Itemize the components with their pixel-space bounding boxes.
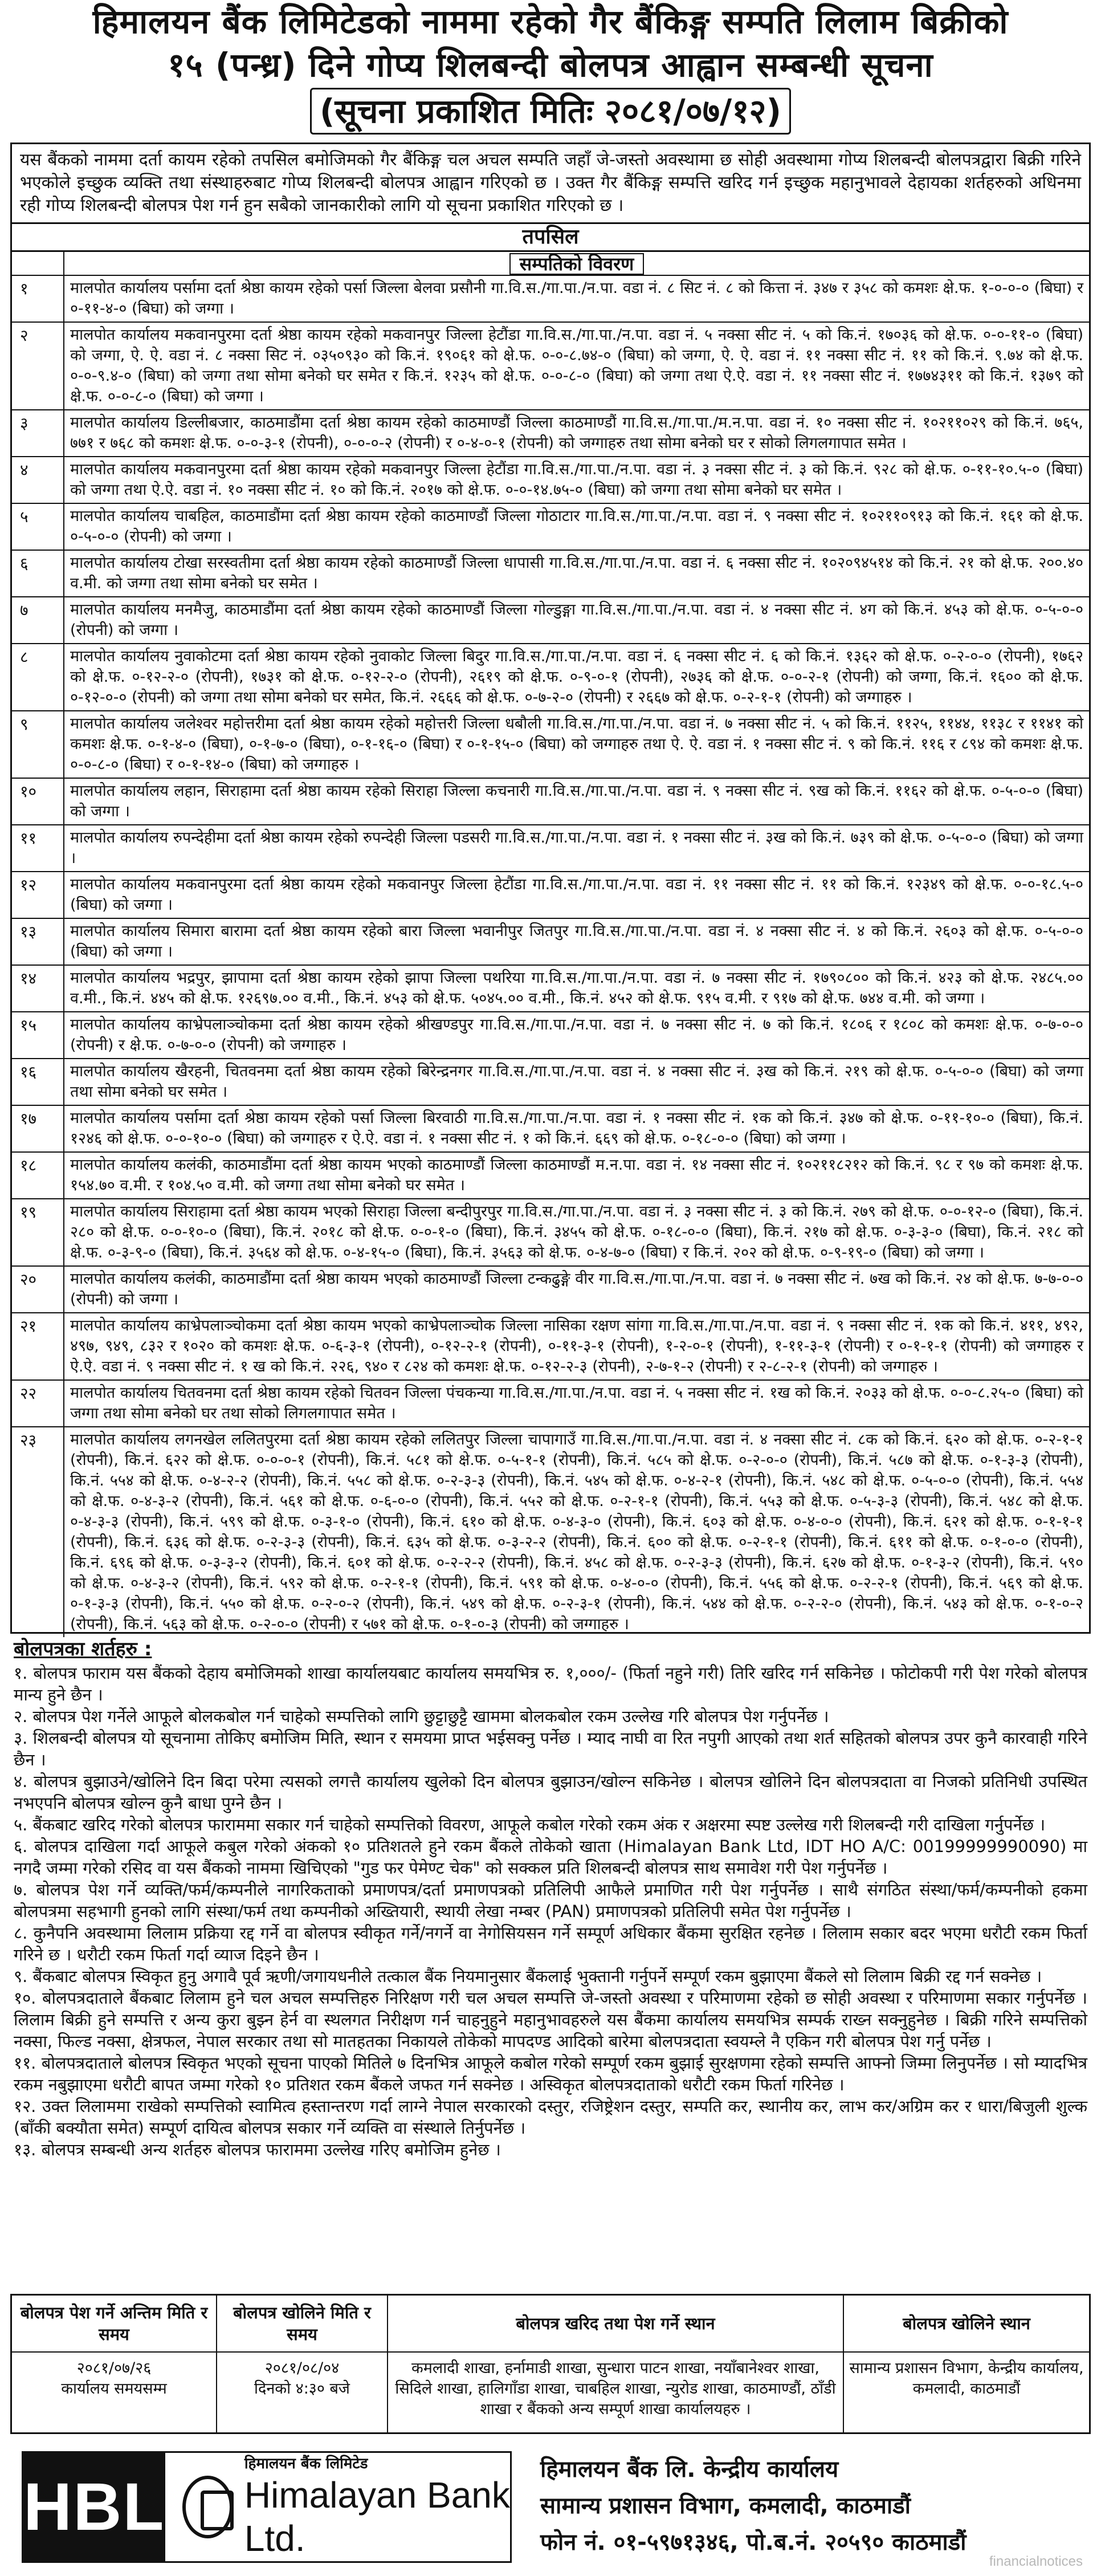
- table-row: [12, 1427, 1089, 1637]
- row-description: मालपोत कार्यालय डिल्लीबजार, काठमाडौंमा दर्ता श्रेष्ठा कायम रहेको काठमाण्डौं जिल्ला काठमाण्डौं गा.वि.स./गा.पा./म.न.पा. वडा नं. १० नक्सा सीट नं. १०२११०२९ को कि.नं. ७६५, ७७१ र ७६८ को कमशः क्षे.फ. ०-०-३-१ (रोपनी), ०-०-०-२ (रोपनी) र ०-४-०-१ (रोपनी) को जग्गाहरु तथा सोमा बनेको घर र सोको लिगलगापात समेत ।: [70, 414, 1083, 452]
- row-serial: ९: [12, 711, 64, 778]
- row-serial: १३: [12, 919, 64, 965]
- row-serial: २२: [12, 1381, 64, 1426]
- office-address: [540, 2451, 1087, 2561]
- condition-item: १३. बोलपत्र सम्बन्धी अन्य शर्तहरु बोलपत्र फाराममा उल्लेख गरिए बमोजिम हुनेछ ।: [14, 2140, 501, 2159]
- row-serial: १९: [12, 1199, 64, 1265]
- row-serial: ३: [12, 410, 64, 456]
- row-serial: २३: [12, 1427, 64, 1637]
- row-description: मालपोत कार्यालय काभ्रेपलाञ्चोकमा दर्ता श्रेष्ठा कायम भएको काभ्रेपलाञ्चोक जिल्ला नासिका रक्षण सांगा गा.वि.स./गा.पा./न.पा. वडा नं. ९ नक्सा सीट नं. १क को कि.नं. ४११, ४९२, ४९७, ९४९, ८३२ र १०२० को कमशः क्षे.फ. ०-६-३-१ (रोपनी), ०-१२-२-१ (रोपनी), ०-११-३-१ (रोपनी), १-२-०-१ (रोपनी), १-११-३-१ (रोपनी) र ०-१-१-१ (रोपनी) को जग्गाहरु र ऐ.ऐ. वडा नं. ९ नक्सा सीट नं. १ ख को कि.नं. २२६, ९४० र ८२४ को कमशः क्षे.फ. ०-१२-२-३ (रोपनी), २-७-१-२ (रोपनी) र २-८-२-१ (रोपनी) को जग्गाहरु ।: [70, 1317, 1083, 1376]
- condition-item: ६. बोलपत्र दाखिला गर्दा आफूले कबुल गरेको अंकको १० प्रतिशतले हुने रकम बैंकले तोकेको खाता (Himalayan Bank Ltd, IDT HO A/C: 00199999990090) मा नगदै जम्मा गरेको रसिद वा यस बैंकको नाममा खिचिएको "गुड फर पेमेण्ट चेक" को सक्कल प्रति शिलबन्दी बोलपत्र साथ समावेश गरी पेश गर्नुपर्नेछ ।: [14, 1837, 1087, 1878]
- condition-item: ३. शिलबन्दी बोलपत्र यो सूचनामा तोकिए बमोजिम मिति, स्थान र समयमा प्राप्त भईसक्नु पर्नेछ । म्याद नाघी वा रित नपुगी आएको तथा शर्त सहितको बोलपत्र उपर कुनै कारवाही गरिने छैन ।: [14, 1728, 1087, 1769]
- notice-title-line-2: १५ (पन्ध्र) दिने गोप्य शिलबन्दी बोलपत्र आह्वान सम्बन्धी सूचना: [168, 46, 933, 84]
- row-description: मालपोत कार्यालय मनमैजु, काठमाडौंमा दर्ता श्रेष्ठा कायम रहेको काठमाण्डौं जिल्ला गोल्डुङ्गा गा.वि.स./गा.पा./न.पा. वडा नं. ४ नक्सा सीट नं. ४ग को कि.नं. ४५३ को क्षे.फ. ०-५-०-० (रोपनी) को जग्गा ।: [70, 601, 1083, 639]
- condition-item: ५. बैंकबाट खरिद गरेको बोलपत्र फाराममा सकार गर्न चाहेको सम्पत्तिको विवरण, आफूले कबोल गरेको रकम अंक र अक्षरमा स्पष्ट उल्लेख गरी शिलबन्दी गरी दाखिला गर्नुपर्नेछ ।: [14, 1815, 1046, 1834]
- table-row: [12, 1313, 1089, 1381]
- row-description: मालपोत कार्यालय भद्रपुर, झापामा दर्ता श्रेष्ठा कायम रहेको झापा जिल्ला पथरिया गा.वि.स./गा.पा./न.पा. वडा नं. ७ नक्सा सीट नं. १७९०८०० को कि.नं. ४२३ को क्षे.फ. २४८५.०० व.मी., कि.नं. ४४५ को क्षे.फ. १२६९७.०० व.मी., कि.नं. ४५३ को क्षे.फ. ५०४५.०० व.मी., कि.नं. ४५२ को क्षे.फ. ९१५ व.मी. र ९१७ को क्षे.फ. ७४४ व.मी. को जग्गा ।: [70, 969, 1083, 1007]
- schedule-title: तपसिल: [10, 222, 1091, 252]
- property-rows: [12, 276, 1089, 1637]
- table-row: [12, 1012, 1089, 1059]
- row-description: मालपोत कार्यालय मकवानपुरमा दर्ता श्रेष्ठा कायम रहेको मकवानपुर जिल्ला हेटौंडा गा.वि.स./गा.पा./न.पा. वडा नं. ११ नक्सा सीट नं. ११ को कि.नं. १२३४९ को क्षे.फ. ०-०-१८.५-० (बिघा) को जग्गा ।: [70, 876, 1083, 914]
- row-description: मालपोत कार्यालय कलंकी, काठमाडौंमा दर्ता श्रेष्ठा कायम भएको काठमाण्डौं जिल्ला टन्कढुङ्गे वीर गा.वि.स./गा.पा./न.पा. वडा नं. ७ नक्सा सीट नं. ७ख को कि.नं. २४ को क्षे.फ. ७-७-०-० (रोपनी) को जग्गा ।: [70, 1270, 1083, 1308]
- row-serial: २: [12, 323, 64, 409]
- conditions-title: बोलपत्रका शर्तहरु :: [14, 1638, 152, 1661]
- row-serial: ६: [12, 551, 64, 596]
- row-serial: १७: [12, 1106, 64, 1151]
- row-serial: ११: [12, 825, 64, 871]
- bank-names: [244, 2454, 510, 2560]
- props-header-label: सम्पतिको विवरण: [509, 253, 645, 275]
- row-description: मालपोत कार्यालय चितवनमा दर्ता श्रेष्ठा कायम रहेको चितवन जिल्ला पंचकन्या गा.वि.स./गा.पा./न.पा. वडा नं. ५ नक्सा सीट नं. १ख को कि.नं. २०३३ को क्षे.फ. ०-०-८.२५-० (बिघा) को जग्गा तथा सोमा बनेको घर तथा सोको लिगलगापात समेत ।: [70, 1384, 1083, 1422]
- row-description: मालपोत कार्यालय कलंकी, काठमाडौंमा दर्ता श्रेष्ठा कायम भएको काठमाण्डौं जिल्ला काठमाण्डौं म.न.पा. वडा नं. १४ नक्सा सीट नं. १०२११८२१२ को कि.नं. ९८ र ९७ को कमशः क्षे.फ. १५४.७० व.मी. र १०४.५० व.मी. को जग्गा तथा सोमा बनेको घर समेत ।: [70, 1156, 1083, 1194]
- table-row: [12, 644, 1089, 711]
- row-description: मालपोत कार्यालय मकवानपुरमा दर्ता श्रेष्ठा कायम रहेको मकवानपुर जिल्ला हेटौंडा गा.वि.स./गा.पा./न.पा. वडा नं. ५ नक्सा सीट नं. ५ को कि.नं. १७०३६ को क्षे.फ. ०-०-११-० (बिघा) को जग्गा, ऐ. ऐ. वडा नं. ८ नक्सा सिट नं. ०३५०९३० को कि.नं. १९०६१ को क्षे.फ. ०-०-८.७४-० (बिघा) को जग्गा, ऐ. ऐ. वडा नं. ११ नक्सा सीट नं. ११ को कि.नं. ९.७४ को क्षे.फ. ०-०-९.४-० (बिघा) को जग्गा तथा सोमा बनेको घर समेत र कि.नं. १२३५ को क्षे.फ. ०-०-८-० (बिघा) को जग्गा तथा ऐ.ऐ. वडा नं. ११ नक्सा सीट नं. १७७४३११ को कि.नं. १३७९ को क्षे.फ. ०-०-८-० (बिघा) को जग्गा ।: [70, 326, 1083, 405]
- table-row: [12, 825, 1089, 872]
- row-description: मालपोत कार्यालय पर्सामा दर्ता श्रेष्ठा कायम रहेको पर्सा जिल्ला बिरवाठी गा.वि.स./गा.पा./न.पा. वडा नं. १ नक्सा सीट नं. १क को कि.नं. ३४७ को क्षे.फ. ०-११-१०-० (बिघा), कि.नं. १२४६ को क्षे.फ. ०-०-१०-० (बिघा) को जग्गाहरु र ऐ.ऐ. वडा नं. १ नक्सा सीट नं. १ को कि.नं. ६६९ को क्षे.फ. ०-१८-०-० (बिघा) को जग्गा ।: [70, 1109, 1083, 1147]
- row-description: मालपोत कार्यालय खैरहनी, चितवनमा दर्ता श्रेष्ठा कायम रहेको बिरेन्द्रनगर गा.वि.स./गा.पा./न.पा. वडा नं. ४ नक्सा सीट नं. ३ख को कि.नं. २१९ को क्षे.फ. ०-५-०-० (बिघा) को जग्गा तथा सोमा बनेको घर समेत ।: [70, 1063, 1083, 1101]
- row-serial: ४: [12, 457, 64, 503]
- office-line-3: फोन नं. ०१-५९७१३४६, पो.ब.नं. २०५९० काठमाडौं: [540, 2529, 967, 2555]
- purchase-location-column: [388, 2296, 844, 2432]
- row-serial: २१: [12, 1313, 64, 1379]
- table-row: [12, 711, 1089, 779]
- serial-column-header: [12, 252, 64, 275]
- bank-emblem-icon: [182, 2476, 233, 2538]
- bank-name-english: Himalayan Bank Ltd.: [244, 2475, 510, 2559]
- row-description: मालपोत कार्यालय नुवाकोटमा दर्ता श्रेष्ठा कायम रहेको नुवाकोट जिल्ला बिदुर गा.वि.स./गा.पा./न.पा. वडा नं. ६ नक्सा सीट नं. ६ को कि.नं. १३६२ को क्षे.फ. ०-२-०-० (रोपनी), १७६२ को क्षे.फ. ०-१२-२-० (रोपनी), १७३१ को क्षे.फ. ०-१२-२-० (रोपनी), २६१९ को क्षे.फ. ०-९-०-१ (रोपनी), २७३६ को क्षे.फ. ०-०-२-१ (रोपनी) को जग्गा, कि.नं. १६०० को क्षे.फ. ०-१२-०-० (रोपनी) को जग्गा तथा सोमा बनेको घर समेत, कि.नं. २६६६ को क्षे.फ. ०-७-२-० (रोपनी) र २६६७ को क्षे.फ. ०-२-१-१ (रोपनी) को जग्गाहरु ।: [70, 648, 1083, 706]
- publication-date: (सूचना प्रकाशित मितिः २०८१/०७/१२): [310, 88, 791, 135]
- table-row: [12, 597, 1089, 644]
- condition-item: ४. बोलपत्र बुझाउने/खोलिने दिन बिदा परेमा त्यसको लगत्तै कार्यालय खुलेको दिन बोलपत्र बुझाउन/खोल्न सकिनेछ । बोलपत्र खोलिने दिन बोलपत्रदाता वा निजको प्रतिनिधी उपस्थित नभएपनि बोलपत्र खोल्न कुनै बाधा पुग्ने छैन ।: [14, 1772, 1087, 1813]
- row-serial: ८: [12, 644, 64, 710]
- row-serial: १: [12, 276, 64, 322]
- condition-item: १०. बोलपत्रदाताले बैंकबाट लिलाम हुने चल अचल सम्पत्तिहरु निरिक्षण गरी चल अचल सम्पत्ति जे-जस्तो अवस्था र परिमाणमा रहेको छ सोही अवस्था र परिमाणमा सकार गर्नुपर्नेछ । लिलाम बिक्री हुने सम्पत्ति र अन्य कुरा बुझ्न हेर्न वा स्थलगत निरीक्षण गर्न चाहनुहुने महानुभावहरुले यस बैंकमा कार्यालय समयभित्र सम्पर्क राख्न सक्नुहुनेछ । बिक्री गरिने सम्पत्तिको नक्सा, फिल्ड नक्सा, क्षेत्रफल, नेपाल सरकार तथा सो मातहतका निकायले तोकेको मापदण्ड आदिको बारेमा बोलपत्रदाता स्वयम्ले नै एकिन गरी बोलपत्र पेश गर्नु पर्नेछ ।: [14, 1988, 1087, 2051]
- deadline-column: [12, 2296, 217, 2432]
- opening-location-header: बोलपत्र खोलिने स्थान: [844, 2296, 1089, 2353]
- opening-column: [217, 2296, 388, 2432]
- table-row: [12, 919, 1089, 966]
- table-row: [12, 1106, 1089, 1153]
- conditions-list: [14, 1662, 1087, 2160]
- deadline-value: २०८१/०७/२६ कार्यालय समयसम्म: [61, 2359, 167, 2398]
- source-watermark: financialnotices: [989, 2554, 1083, 2569]
- row-serial: १८: [12, 1153, 64, 1198]
- row-serial: २०: [12, 1267, 64, 1312]
- purchase-location-value: कमलादी शाखा, हर्नामाडी शाखा, सुन्धारा पाटन शाखा, नयाँबानेश्वर शाखा, सिदिले शाखा, हालिगाँडा शाखा, चाबहिल शाखा, न्युरोड शाखा, काठमाण्डौं, ठाँडी शाखा र बैंकको अन्य सम्पूर्ण शाखा कार्यालयहरु ।: [395, 2359, 836, 2418]
- row-serial: १६: [12, 1059, 64, 1105]
- condition-item: ११. बोलपत्रदाताले बोलपत्र स्विकृत भएको सूचना पाएको मितिले ७ दिनभित्र आफूले कबोल गरेको सम्पूर्ण रकम बुझाई सुरक्षणमा रहेको सम्पत्ति आफ्नो जिम्मा लिनुपर्नेछ । सो म्यादभित्र रकम नबुझाएमा धरौटी बापत जम्मा गरेको १० प्रतिशत रकम बैंकले जफत गर्न सक्नेछ । अस्विकृत बोलपत्रदाताको धरौटी रकम फिर्ता गरिनेछ ।: [14, 2053, 1087, 2094]
- table-row: [12, 1381, 1089, 1427]
- row-description: मालपोत कार्यालय जलेश्वर महोत्तरीमा दर्ता श्रेष्ठा कायम रहेको महोत्तरी जिल्ला धबौली गा.वि.स./गा.पा./न.पा. वडा नं. ७ नक्सा सीट नं. ५ को कि.नं. ११२५, ११४४, ११३८ र ११४१ को कमशः क्षे.फ. ०-१-४-० (बिघा), ०-१-७-० (बिघा), ०-१-१६-० (बिघा) र ०-१-१५-० (बिघा) को जग्गाहरु तथा ऐ. ऐ. वडा नं. १ नक्सा सीट नं. ९ को कि.नं. ११६ र ८९४ को कमशः क्षे.फ. ०-०-८-० (बिघा) र ०-१-१४-० (बिघा) को जग्गाहरु ।: [70, 715, 1083, 774]
- conditions-section: [10, 1636, 1091, 2292]
- row-description: मालपोत कार्यालय लगनखेल ललितपुरमा दर्ता श्रेष्ठा कायम रहेको ललितपुर जिल्ला चापागाउँ गा.वि.स./गा.पा./न.पा. वडा नं. ४ नक्सा सीट नं. ८क को कि.नं. ६२० को क्षे.फ. ०-२-१-१ (रोपनी), कि.नं. ६२२ को क्षे.फ. ०-०-०-१ (रोपनी), कि.नं. ५८१ को क्षे.फ. ०-५-१-१ (रोपनी), कि.नं. ५८५ को क्षे.फ. ०-२-०-० (रोपनी), कि.नं. ५८७ को क्षे.फ. ०-१-३-३ (रोपनी), कि.नं. ५५४ को क्षे.फ. ०-४-२-२ (रोपनी), कि.नं. ५५८ को क्षे.फ. ०-२-३-३ (रोपनी), कि.नं. ५४५ को क्षे.फ. ०-४-२-१ (रोपनी), कि.नं. ५४८ को क्षे.फ. ०-५-०-० (रोपनी), कि.नं. ५५४ को क्षे.फ. ०-४-३-२ (रोपनी), कि.नं. ५६१ को क्षे.फ. ०-६-०-० (रोपनी), कि.नं. ५५२ को क्षे.फ. ०-२-१-१ (रोपनी), कि.नं. ५५३ को क्षे.फ. ०-५-३-३ (रोपनी), कि.नं. ५४८ को क्षे.फ. ०-४-३-३ (रोपनी), कि.नं. ५९९ को क्षे.फ. ०-३-१-० (रोपनी), कि.नं. ६१० को क्षे.फ. ०-४-३-० (रोपनी), कि.नं. ६०३ को क्षे.फ. ०-४-०-० (रोपनी), कि.नं. ६२१ को क्षे.फ. ०-१-१-१ (रोपनी), कि.नं. ६३६ को क्षे.फ. ०-२-३-३ (रोपनी), कि.नं. ६३५ को क्षे.फ. ०-३-२-२ (रोपनी), कि.नं. ६०० को क्षे.फ. ०-२-१-१ (रोपनी), कि.नं. ६११ को क्षे.फ. ०-१-०-० (रोपनी), कि.नं. ६९६ को क्षे.फ. ०-३-३-२ (रोपनी), कि.नं. ६०१ को क्षे.फ. ०-२-२-२ (रोपनी), कि.नं. ४५८ को क्षे.फ. ०-२-३-३ (रोपनी), कि.नं. ६२७ को क्षे.फ. ०-१-३-२ (रोपनी), कि.नं. ५९० को क्षे.फ. ०-४-३-२ (रोपनी), कि.नं. ५९२ को क्षे.फ. ०-२-१-१ (रोपनी), कि.नं. ५९१ को क्षे.फ. ०-४-०-० (रोपनी), कि.नं. ५५६ को क्षे.फ. ०-२-२-१ (रोपनी), कि.नं. ५६९ को क्षे.फ. ०-१-३-३ (रोपनी), कि.नं. ५५० को क्षे.फ. ०-२-०-२ (रोपनी), कि.नं. ५४९ को क्षे.फ. ०-२-३-१ (रोपनी), कि.नं. ५४४ को क्षे.फ. ०-२-२-० (रोपनी), कि.नं. ५४३ को क्षे.फ. ०-१-०-२ (रोपनी), कि.नं. ५६३ को क्षे.फ. ०-२-०-० (रोपनी) र ५७१ को क्षे.फ. ०-१-०-३ (रोपनी) को जग्गाहरु ।: [70, 1431, 1083, 1633]
- bank-logo: [22, 2451, 512, 2563]
- table-row: [12, 966, 1089, 1012]
- condition-item: १२. उक्त लिलाममा राखेको सम्पत्तिको स्वामित्व हस्तान्तरण गर्दा लाग्ने नेपाल सरकारको दस्तुर, रजिष्ट्रेशन दस्तुर, सम्पति कर, स्थानीय कर, लाभ कर/अग्रिम कर र धारा/बिजुली शुल्क (बाँकी बक्यौता समेत) सम्पूर्ण दायित्व बोलपत्र सकार गर्ने व्यक्ति वा संस्थाले तिर्नुपर्नेछ ।: [14, 2097, 1088, 2138]
- intro-paragraph: यस बैंकको नाममा दर्ता कायम रहेको तपसिल बमोजिमको गैर बैंकिङ्ग चल अचल सम्पति जहाँ जे-जस्तो अवस्थामा छ सोही अवस्थामा गोप्य शिलबन्दी बोलपत्रद्वारा बिक्री गरिने भएकोले इच्छुक व्यक्ति तथा संस्थाहरुबाट गोप्य शिलबन्दी बोलपत्र आह्वान गरिएको छ । उक्त गैर बैंकिङ्ग सम्पत्ति खरिद गर्न इच्छुक महानुभावले देहायका शर्तहरुको अधिनमा रही गोप्य शिलबन्दी बोलपत्र पेश गर्न हुन सबैको जानकारीको लागि यो सूचना प्रकाशित गरिएको छ ।: [10, 143, 1091, 222]
- row-description: मालपोत कार्यालय काभ्रेपलाञ्चोकमा दर्ता श्रेष्ठा कायम रहेको श्रीखण्डपुर गा.वि.स./गा.पा./न.पा. वडा नं. ७ नक्सा सीट नं. ७ को कि.नं. १८०६ र १८०८ को कमशः क्षे.फ. ०-७-०-० (रोपनी) र क्षे.फ. ०-७-०-० (रोपनी) को जग्गाहरु ।: [70, 1016, 1083, 1054]
- row-description: मालपोत कार्यालय टोखा सरस्वतीमा दर्ता श्रेष्ठा कायम रहेको काठमाण्डौं जिल्ला धापासी गा.वि.स./गा.पा./न.पा. वडा नं. ६ नक्सा सीट नं. १०२०९४५१४ को कि.नं. २१ को क्षे.फ. २००.४० व.मी. को जग्गा तथा सोमा बनेको घर समेत ।: [70, 554, 1083, 592]
- property-table-header: [12, 252, 1089, 276]
- condition-item: ९. बैंकबाट बोलपत्र स्विकृत हुनु अगावै पूर्व ऋणी/जगायधनीले तत्काल बैंक नियमानुसार बैंकलाई भुक्तानी गर्नुपर्ने सम्पूर्ण रकम बुझाएमा बैंकले सो लिलाम बिक्री रद्द गर्न सक्नेछ ।: [14, 1967, 1042, 1986]
- opening-value: २०८१/०८/०४ दिनको ४:३० बजे: [254, 2359, 350, 2398]
- table-row: [12, 410, 1089, 457]
- table-row: [12, 504, 1089, 551]
- condition-item: २. बोलपत्र पेश गर्नेले आफूले बोलकबोल गर्न चाहेको सम्पत्तिको लागि छुट्टाछुट्टै खाममा बोलकबोल रकम उल्लेख गरि बोलपत्र पेश गर्नुपर्नेछ ।: [14, 1707, 829, 1726]
- row-description: मालपोत कार्यालय लहान, सिराहामा दर्ता श्रेष्ठा कायम रहेको सिराहा जिल्ला कचनारी गा.वि.स./गा.पा./न.पा. वडा नं. ९ नक्सा सीट नं. ९ख को कि.नं. ११६२ को क्षे.फ. ०-५-०-० (बिघा) को जग्गा ।: [70, 782, 1083, 820]
- purchase-location-header: बोलपत्र खरिद तथा पेश गर्ने स्थान: [388, 2296, 843, 2353]
- condition-item: ८. कुनैपनि अवस्थामा लिलाम प्रक्रिया रद्द गर्ने वा बोलपत्र स्वीकृत गर्ने/नगर्ने वा नेगोसियसन गर्ने सम्पूर्ण अधिकार बैंकमा सुरक्षित रहनेछ । लिलाम सकार बदर भएमा धरौटी रकम फिर्ता गरिने छ । धरौटी रकम फिर्ता गर्दा व्याज दिइने छैन ।: [14, 1923, 1087, 1964]
- schedule-table: [10, 2294, 1091, 2434]
- notice-footer: [10, 2440, 1091, 2571]
- table-row: [12, 1199, 1089, 1267]
- row-description: मालपोत कार्यालय चाबहिल, काठमाडौंमा दर्ता श्रेष्ठा कायम रहेको काठमाण्डौं जिल्ला गोठाटार गा.वि.स./गा.पा./न.पा. वडा नं. ९ नक्सा सीट नं. १०२११०९१३ को कि.नं. १६१ को क्षे.फ. ०-५-०-० (रोपनी) को जग्गा ।: [70, 507, 1083, 546]
- row-description: मालपोत कार्यालय सिराहामा दर्ता श्रेष्ठा कायम भएको सिराहा जिल्ला बन्दीपुरपुर गा.वि.स./गा.पा./न.पा. वडा नं. ३ नक्सा सीट नं. ३ को कि.नं. २७९ को क्षे.फ. ०-०-१२-० (बिघा), कि.नं. २८० को क्षे.फ. ०-०-१०-० (बिघा), कि.नं. २०१८ को क्षे.फ. ०-०-१-० (बिघा), कि.नं. ३४५५ को क्षे.फ. ०-१८-०-० (बिघा), कि.नं. २१७ को क्षे.फ. ०-३-३-० (बिघा), कि.नं. २१८ को क्षे.फ. ०-३-९-० (बिघा), कि.नं. ३५६४ को क्षे.फ. ०-४-१५-० (बिघा), कि.नं. ३५६३ को क्षे.फ. ०-४-७-० (बिघा) र कि.नं. २०२ को क्षे.फ. ०-९-१९-० (बिघा) को जग्गा ।: [70, 1203, 1083, 1261]
- hbl-logo-mark: HBL: [23, 2453, 165, 2561]
- row-serial: ५: [12, 504, 64, 550]
- table-row: [12, 323, 1089, 410]
- table-row: [12, 1267, 1089, 1313]
- condition-item: ७. बोलपत्र पेश गर्ने व्यक्ति/फर्म/कम्पनीले नागरिकताको प्रमाणपत्र/दर्ता प्रमाणपत्रको प्रतिलिपी आफैले प्रमाणित गरी पेश गर्नुपर्नेछ । साथै संगठित संस्था/फर्म/कम्पनीको हकमा बोलपत्रमा सहभागी हुनको लागि संस्था/फर्म तथा कम्पनीको अख्तियारी, स्थायी लेखा नम्बर (PAN) प्रमाणपत्रको प्रतिलिपी समेत पेश गर्नुपर्नेछ ।: [14, 1880, 1087, 1921]
- property-table: [10, 252, 1091, 1634]
- office-line-1: हिमालयन बैंक लि. केन्द्रीय कार्यालय: [540, 2456, 839, 2483]
- notice-header: [0, 0, 1101, 143]
- row-serial: १०: [12, 779, 64, 824]
- table-row: [12, 1153, 1089, 1199]
- opening-location-value: सामान्य प्रशासन विभाग, केन्द्रीय कार्यालय, कमलादी, काठमाडौं: [849, 2359, 1084, 2398]
- condition-item: १. बोलपत्र फाराम यस बैंकको देहाय बमोजिमको शाखा कार्यालयबाट कार्यालय समयभित्र रु. १,०००/- (फिर्ता नहुने गरी) तिरि खरिद गर्न सकिनेछ । फोटोकपी गरी पेश गरेको बोलपत्र मान्य हुने छैन ।: [14, 1663, 1087, 1704]
- row-description: मालपोत कार्यालय पर्सामा दर्ता श्रेष्ठा कायम रहेको पर्सा जिल्ला बेलवा प्रसौनी गा.वि.स./गा.पा./न.पा. वडा नं. ८ सिट नं. ८ को कित्ता नं. ३४७ र ३५८ को कमशः क्षे.फ. १-०-०-० (बिघा) र ०-११-४-० (बिघा) को जग्गा ।: [70, 279, 1083, 318]
- table-row: [12, 276, 1089, 323]
- table-row: [12, 779, 1089, 825]
- table-row: [12, 551, 1089, 597]
- row-serial: १४: [12, 966, 64, 1011]
- table-row: [12, 457, 1089, 504]
- opening-location-column: [844, 2296, 1089, 2432]
- row-description: मालपोत कार्यालय रुपन्देहीमा दर्ता श्रेष्ठा कायम रहेको रुपन्देही जिल्ला पडसरी गा.वि.स./गा.पा./न.पा. वडा नं. १ नक्सा सीट नं. ३ख को कि.नं. ७३९ को क्षे.फ. ०-५-०-० (बिघा) को जग्गा ।: [70, 829, 1083, 867]
- deadline-header: बोलपत्र पेश गर्ने अन्तिम मिति र समय: [12, 2296, 216, 2353]
- description-column-header: [64, 252, 1089, 275]
- row-serial: १५: [12, 1012, 64, 1058]
- row-description: मालपोत कार्यालय मकवानपुरमा दर्ता श्रेष्ठा कायम रहेको मकवानपुर जिल्ला हेटौंडा गा.वि.स./गा.पा./न.पा. वडा नं. ३ नक्सा सीट नं. ३ को कि.नं. ९२८ को क्षे.फ. ०-११-१०.५-० (बिघा) को जग्गा तथा ऐ.ऐ. वडा नं. १० नक्सा सीट नं. १० को कि.नं. २०१७ को क्षे.फ. ०-०-१४.७५-० (बिघा) को जग्गा तथा सोमा बनेको घर समेत ।: [70, 461, 1083, 499]
- table-row: [12, 872, 1089, 919]
- opening-header: बोलपत्र खोलिने मिति र समय: [217, 2296, 387, 2353]
- table-row: [12, 1059, 1089, 1106]
- row-description: मालपोत कार्यालय सिमारा बारामा दर्ता श्रेष्ठा कायम रहेको बारा जिल्ला भवानीपुर जितपुर गा.वि.स./गा.पा./न.पा. वडा नं. ४ नक्सा सीट नं. ४ को कि.नं. २६०३ को क्षे.फ. ०-५-०-० (बिघा) को जग्गा ।: [70, 922, 1083, 961]
- office-line-2: सामान्य प्रशासन विभाग, कमलादी, काठमाडौं: [540, 2493, 911, 2519]
- row-serial: १२: [12, 872, 64, 918]
- notice-title-line-1: हिमालयन बैंक लिमिटेडको नाममा रहेको गैर बैंकिङ्ग सम्पति लिलाम बिक्रीको: [92, 2, 1009, 41]
- row-serial: ७: [12, 597, 64, 643]
- bank-name-nepali: हिमालयन बैंक लिमिटेड: [244, 2455, 368, 2472]
